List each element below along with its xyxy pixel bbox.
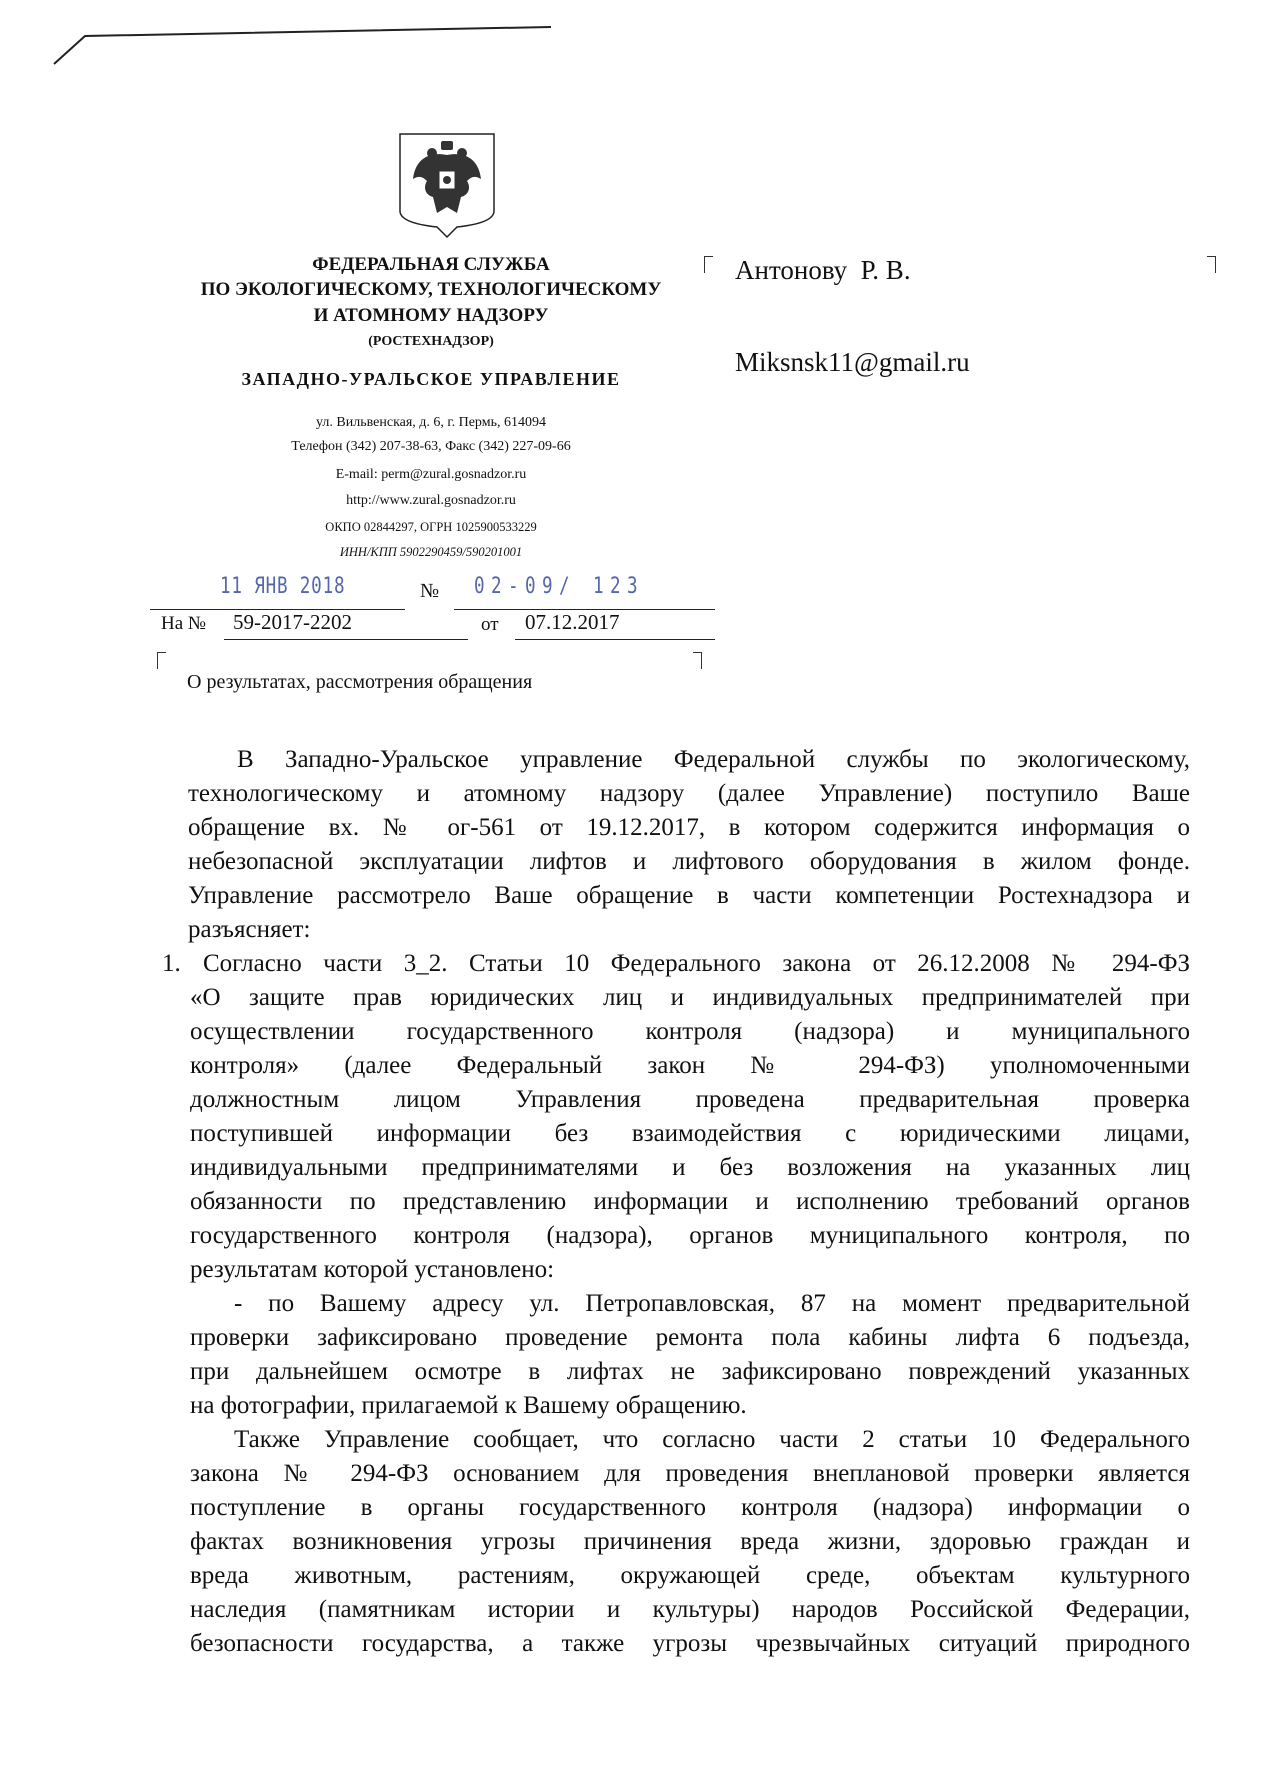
body-line: - по Вашему адресу ул. Петропавловская, 87 на момент предварительной xyxy=(234,1290,1190,1317)
agency-name-line-3: И АТОМНОМУ НАДЗОРУ xyxy=(313,305,549,326)
body-line: Управление рассмотрело Ваше обращение в части компетенции Ростехнадзора и xyxy=(188,882,1190,909)
body-line: безопасности государства, а также угрозы чрезвычайных ситуаций природного xyxy=(190,1630,1190,1657)
agency-email: E-mail: perm@zural.gosnadzor.ru xyxy=(335,467,527,482)
body-line: Согласно части 3_2. Статьи 10 Федерального закона от 26.12.2008 № 294-ФЗ xyxy=(203,950,1190,977)
body-line: фактах возникновения угрозы причинения вреда жизни, здоровью граждан и xyxy=(190,1528,1190,1555)
stamp-number: 02-09/ 123 xyxy=(474,574,644,599)
body-line: наследия (памятникам истории и культуры) народов Российской Федерации, xyxy=(190,1596,1190,1623)
body-line: В Западно-Уральское управление Федеральной службы по экологическому, xyxy=(237,746,1190,773)
body-line: разъясняет: xyxy=(188,916,311,943)
phone-fax: Телефон (342) 207-38-63, Факс (342) 227-09-66 xyxy=(291,439,571,454)
body-line: проверки зафиксировано проведение ремонта пола кабины лифта 6 подъезда, xyxy=(190,1324,1190,1351)
body-line: закона № 294-ФЗ основанием для проведения внеплановой проверки является xyxy=(190,1460,1190,1487)
body-line: обращение вх. № ог-561 от 19.12.2017, в котором содержится информация о xyxy=(188,814,1190,841)
body-line: технологическому и атомному надзору (далее Управление) поступило Ваше xyxy=(188,780,1190,807)
body-line: осуществлении государственного контроля (надзора) и муниципального xyxy=(190,1018,1190,1045)
list-item-number: 1. xyxy=(162,950,181,977)
body-line: вреда животным, растениям, окружающей среде, объектам культурного xyxy=(190,1562,1190,1589)
reply-number: 59-2017-2202 xyxy=(233,610,352,634)
body-line: государственного контроля (надзора), органов муниципального контроля, по xyxy=(190,1222,1190,1249)
subject-left-bracket xyxy=(157,652,166,669)
body-line: поступившей информации без взаимодействия с юридическими лицами, xyxy=(190,1120,1190,1147)
reply-date: 07.12.2017 xyxy=(525,610,620,634)
reply-number-label: На № xyxy=(161,613,207,634)
inn-kpp: ИНН/КПП 5902290459/590201001 xyxy=(339,545,523,559)
recipient-right-bracket xyxy=(1207,256,1216,273)
body-line: небезопасной эксплуатации лифтов и лифтового оборудования в жилом фонде. xyxy=(188,848,1190,875)
address: ул. Вильвенская, д. 6, г. Пермь, 614094 xyxy=(316,415,546,430)
body-line: поступление в органы государственного контроля (надзора) информации о xyxy=(190,1494,1190,1521)
department-name: ЗАПАДНО-УРАЛЬСКОЕ УПРАВЛЕНИЕ xyxy=(241,369,621,389)
agency-short-name: (РОСТЕХНАДЗОР) xyxy=(368,334,494,349)
body-line: индивидуальными предпринимателями и без возложения на указанных лиц xyxy=(190,1154,1190,1181)
reply-date-underline xyxy=(515,639,715,640)
body-line: результатам которой установлено: xyxy=(190,1256,555,1283)
recipient-left-bracket xyxy=(704,256,713,273)
number-label: № xyxy=(420,580,440,602)
reply-number-underline xyxy=(224,639,468,640)
body-line: при дальнейшем осмотре в лифтах не зафиксировано повреждений указанных xyxy=(190,1358,1190,1385)
from-label: от xyxy=(481,614,499,635)
okpo-ogrn: ОКПО 02844297, ОГРН 1025900533229 xyxy=(325,520,537,534)
coat-of-arms-emblem xyxy=(397,131,497,239)
body-line: Также Управление сообщает, что согласно части 2 статьи 10 Федерального xyxy=(234,1426,1190,1453)
body-line: «О защите прав юридических лиц и индивидуальных предпринимателей при xyxy=(190,984,1190,1011)
agency-name-line-1: ФЕДЕРАЛЬНАЯ СЛУЖБА xyxy=(312,254,550,275)
body-line: обязанности по представлению информации и исполнению требований органов xyxy=(190,1188,1190,1215)
stamp-date: 11 ЯНВ 2018 xyxy=(220,574,346,599)
recipient-name: Антонову Р. В. xyxy=(735,255,911,285)
body-line: на фотографии, прилагаемой к Вашему обращению. xyxy=(190,1392,747,1419)
subject-right-bracket xyxy=(693,652,702,669)
pen-stroke-line xyxy=(0,0,600,80)
agency-website: http://www.zural.gosnadzor.ru xyxy=(346,493,516,508)
body-line: должностным лицом Управления проведена предварительная проверка xyxy=(190,1086,1190,1113)
recipient-email: Miksnsk11@gmail.ru xyxy=(735,347,970,377)
agency-name-line-2: ПО ЭКОЛОГИЧЕСКОМУ, ТЕХНОЛОГИЧЕСКОМУ xyxy=(200,279,662,300)
subject-line: О результатах, рассмотрения обращения xyxy=(187,671,533,693)
body-line: контроля» (далее Федеральный закон № 294-ФЗ) уполномоченными xyxy=(190,1052,1190,1079)
